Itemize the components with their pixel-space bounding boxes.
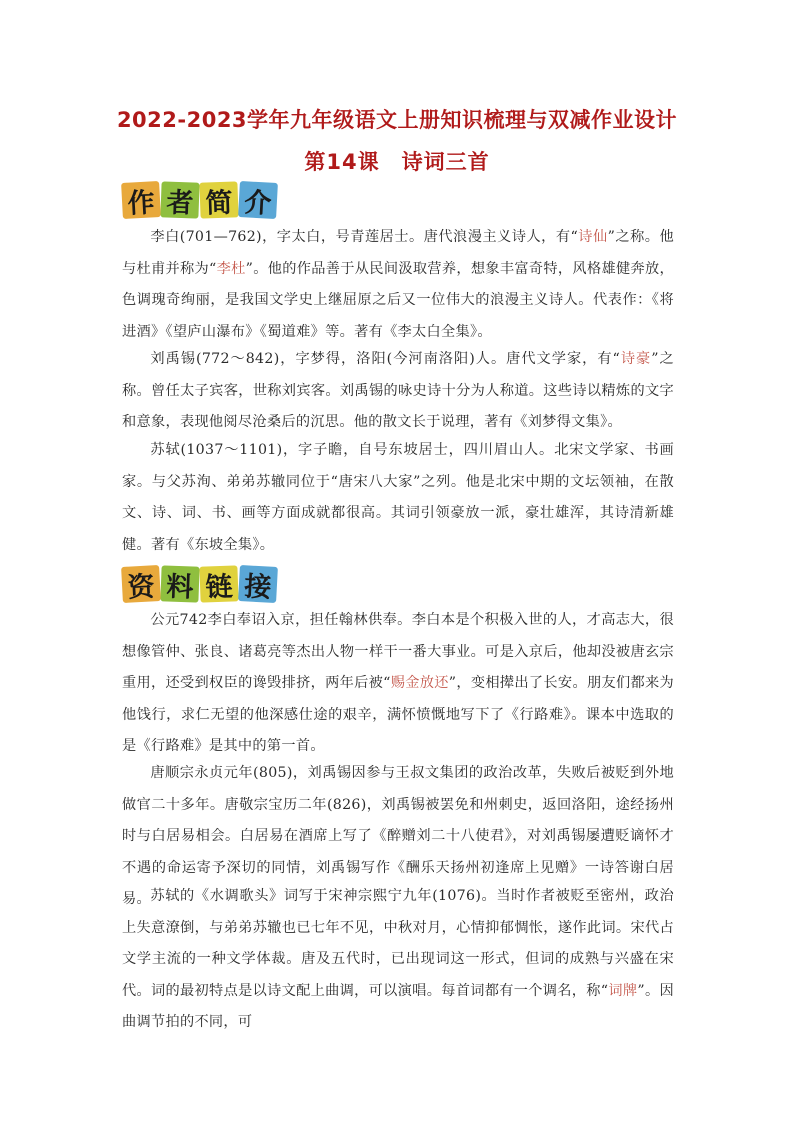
highlighted-term: 李杜	[216, 260, 246, 277]
text-run: ”，变相撵出了长安。朋友们都来为他饯行，求仁无望的他深感仕途的艰辛，满怀愤慨地写下了《行路难》。课本中选取的是《行路难》是其中的第一首。	[122, 675, 674, 754]
highlighted-term: 赐金放还	[390, 675, 449, 691]
banner-char: 简	[199, 181, 238, 218]
lesson-title: 第14课 诗词三首	[304, 150, 490, 174]
highlighted-term: 诗豪	[620, 351, 652, 367]
banner-char: 者	[160, 181, 199, 218]
paragraph-su-shi	[122, 435, 674, 561]
text-run: 苏轼的《水调歌头》词写于宋神宗熙宁九年(1076)。当时作者被贬至密州，政治上失意潦倒，与弟弟苏辙也已七年不见，中秋对月，心情抑郁惆怅，遂作此词。宋代占文学主流的一种文学体裁。唐及五代时，已出现词这一形式，但词的成熟与兴盛在宋代。词的最初特点是以诗文配上曲调，可以演唱。每首词都有一个调名，称“	[122, 888, 674, 999]
banner-char: 介	[238, 181, 278, 219]
banner-char: 接	[238, 565, 278, 603]
text-run: ”。因曲调节拍的不同，可	[122, 982, 674, 1030]
text-run: 公元742李白奉诏入京，担任翰林供奉。李白本是个积极入世的人，才高志大，很想像管仲、张良、诸葛亮等杰出人物一样干一番大事业。可是入京后，他却没被唐玄宗重用，还受到权臣的谗毁排挤，两年后被“	[122, 612, 674, 691]
banner-char: 资	[121, 565, 161, 603]
text-run: 李白(701—762)，字太白，号青莲居士。唐代浪漫主义诗人，有“	[150, 229, 579, 245]
highlighted-term: 诗仙	[578, 229, 608, 245]
reference-banner	[122, 566, 278, 606]
text-run: 刘禹锡(772～842)，字梦得，洛阳(今河南洛阳)人。唐代文学家，有“	[150, 351, 621, 367]
paragraph-xing-lu-nan-background	[122, 605, 674, 763]
author-intro-banner	[122, 182, 278, 222]
text-run: 苏轼(1037～1101)，字子瞻，自号东坡居士，四川眉山人。北宋文学家、书画家。与父苏洵、弟弟苏辙同位于“唐宋八大家”之列。他是北宋中期的文坛领袖，在散文、诗、词、书、画等方面成就都很高。其词引领豪放一派，豪壮雄浑，其诗清新雄健。著有《东坡全集》。	[122, 442, 674, 553]
text-run: ”之称。他与杜甫并称为“	[122, 229, 674, 277]
banner-char: 料	[160, 565, 199, 602]
paragraph-liu-yuxi	[122, 344, 674, 439]
banner-char: 链	[199, 565, 238, 602]
banner-char: 作	[121, 181, 161, 219]
text-run: 唐顺宗永贞元年(805)，刘禹锡因参与王叔文集团的政治改革，失败后被贬到外地做官二十多年。唐敬宗宝历二年(826)，刘禹锡被罢免和州刺史，返回洛阳，途经扬州时与白居易相会。白居易在酒席上写了《醉赠刘二十八使君》，对刘禹锡屡遭贬谪怀才不遇的命运寄予深切的同情，刘禹锡写作《酬乐天扬州初逢席上见赠》一诗答谢白居易。	[122, 765, 674, 907]
text-run: ”。他的作品善于从民间汲取营养，想象丰富奇特，风格雄健奔放，色调瑰奇绚丽，是我国文学史上继屈原之后又一位伟大的浪漫主义诗人。代表作：《将进酒》《望庐山瀑布》《蜀道难》等。著有《李太白全集》。	[122, 260, 674, 340]
paragraph-li-bai	[122, 222, 674, 348]
document-title: 2022-2023学年九年级语文上册知识梳理与双减作业设计	[116, 108, 678, 132]
text-run: ”之称。曾任太子宾客，世称刘宾客。刘禹锡的咏史诗十分为人称道。这些诗以精炼的文字和意象，表现他阅尽沧桑后的沉思。他的散文长于说理，著有《刘梦得文集》。	[122, 351, 675, 430]
highlighted-term: 词牌	[608, 982, 638, 999]
paragraph-shui-diao-background	[122, 881, 674, 1039]
